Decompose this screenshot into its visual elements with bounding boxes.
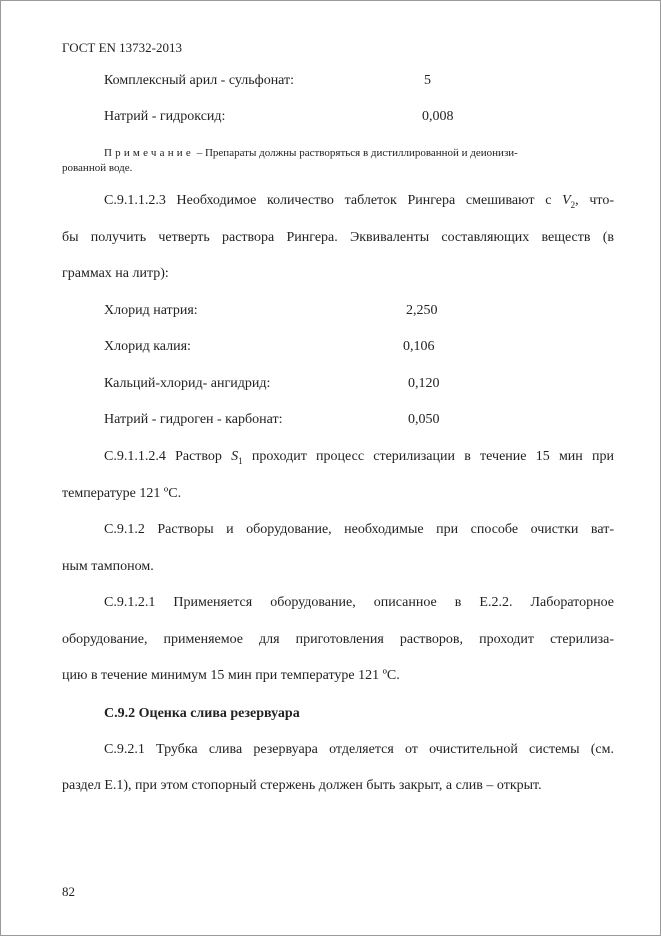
variable: V bbox=[562, 193, 571, 208]
paragraph-line: оборудование, применяемое для приготовления растворов, проходит стерилиза- bbox=[62, 632, 614, 647]
subscript: 1 bbox=[238, 455, 243, 466]
paragraph-line: цию в течение минимум 15 мин при температуре 121 ºС. bbox=[62, 668, 400, 683]
text-run: , что- bbox=[575, 193, 614, 208]
paragraph-line: граммах на литр): bbox=[62, 266, 169, 281]
list-item-name: Кальций-хлорид- ангидрид: bbox=[104, 376, 271, 391]
list-item-name: Натрий - гидроксид: bbox=[104, 109, 226, 124]
section-heading: С.9.2 Оценка слива резервуара bbox=[104, 706, 300, 721]
page-number: 82 bbox=[62, 884, 75, 899]
note-text: – Препараты должны растворяться в дистиллированной и деионизи- bbox=[193, 147, 518, 159]
text-run: проходит процесс стерилизации в течение 15 мин при bbox=[242, 449, 615, 464]
list-item-value: 2,250 bbox=[406, 303, 438, 318]
list-item-value: 5 bbox=[424, 73, 431, 88]
paragraph-line bbox=[104, 449, 614, 466]
note-text-continued: рованной воде. bbox=[62, 162, 133, 174]
subscript: 2 bbox=[570, 199, 576, 210]
paragraph-line: раздел Е.1), при этом стопорный стержень должен быть закрыт, а слив – открыт. bbox=[62, 778, 542, 793]
list-item-value: 0,120 bbox=[408, 376, 440, 391]
text-run: С.9.1.1.2.4 Раствор bbox=[104, 449, 232, 464]
list-item-name: Натрий - гидроген - карбонат: bbox=[104, 412, 283, 427]
list-item-value: 0,008 bbox=[422, 109, 454, 124]
paragraph-line: ным тампоном. bbox=[62, 559, 154, 574]
note-label: Примечание bbox=[104, 147, 194, 159]
variable: S bbox=[231, 449, 239, 464]
paragraph-line bbox=[104, 193, 614, 210]
text-run: С.9.1.1.2.3 Необходимое количество таблеток Рингера смешивают с bbox=[104, 193, 563, 208]
paragraph-line: бы получить четверть раствора Рингера. Эквиваленты составляющих веществ (в bbox=[62, 230, 614, 245]
note bbox=[104, 147, 518, 159]
list-item-value: 0,106 bbox=[403, 339, 435, 354]
paragraph-line: С.9.2.1 Трубка слива резервуара отделяется от очистительной системы (см. bbox=[104, 742, 614, 757]
paragraph-line: температуре 121 ºС. bbox=[62, 486, 182, 501]
list-item-value: 0,050 bbox=[408, 412, 440, 427]
paragraph-line: С.9.1.2.1 Применяется оборудование, описанное в Е.2.2. Лабораторное bbox=[104, 595, 614, 610]
list-item-name: Комплексный арил - сульфонат: bbox=[104, 73, 295, 88]
list-item-name: Хлорид калия: bbox=[104, 339, 191, 354]
paragraph-line: С.9.1.2 Растворы и оборудование, необходимые при способе очистки ват- bbox=[104, 522, 614, 537]
document-header: ГОСТ EN 13732-2013 bbox=[62, 40, 183, 55]
list-item-name: Хлорид натрия: bbox=[104, 303, 198, 318]
